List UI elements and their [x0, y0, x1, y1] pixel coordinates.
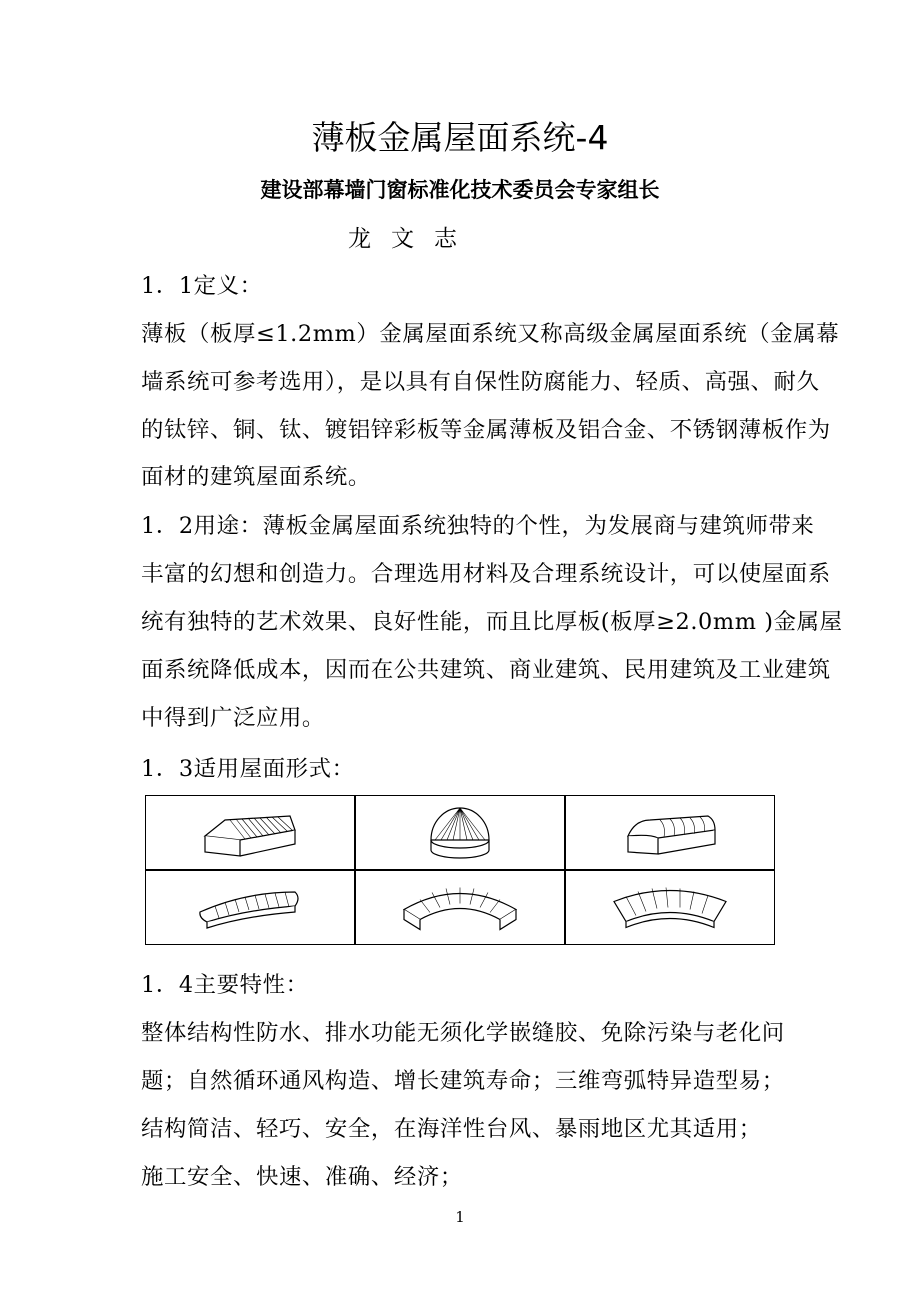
roof-form-cell	[145, 869, 355, 945]
section-heading-features: 1．4主要特性：	[141, 972, 309, 998]
paragraph-line: 整体结构性防水、排水功能无须化学嵌缝胶、免除污染与老化问	[141, 1020, 785, 1046]
paragraph-line: 统有独特的艺术效果、良好性能，而且比厚板(板厚≥2.0mm )金属屋	[141, 609, 843, 635]
dome-roof-icon	[425, 802, 495, 864]
paragraph-line: 施工安全、快速、准确、经济；	[141, 1164, 463, 1190]
section-heading-definition: 1．1定义：	[141, 273, 263, 299]
paragraph-line: 的钛锌、铜、钛、镀铝锌彩板等金属薄板及铝合金、不锈钢薄板作为	[141, 417, 831, 443]
roof-form-cell	[565, 869, 775, 945]
paragraph-line: 面系统降低成本，因而在公共建筑、商业建筑、民用建筑及工业建筑	[141, 657, 831, 683]
document-subtitle: 建设部幕墙门窗标准化技术委员会专家组长	[260, 178, 660, 202]
page-number: 1	[455, 1208, 465, 1226]
document-title: 薄板金属屋面系统-4	[311, 118, 609, 157]
paragraph-line: 墙系统可参考选用），是以具有自保性防腐能力、轻质、高强、耐久	[141, 369, 820, 395]
barrel-vault-roof-icon	[620, 808, 720, 858]
roof-forms-table	[145, 795, 773, 945]
paragraph-line: 题；自然循环通风构造、增长建筑寿命；三维弯弧特异造型易；	[141, 1068, 785, 1094]
section-heading-usage: 1．2用途：薄板金属屋面系统独特的个性，为发展商与建筑师带来	[141, 513, 815, 539]
paragraph-line: 薄板（板厚≤1.2mm）金属屋面系统又称高级金属屋面系统（金属幕	[141, 321, 840, 347]
arched-ring-roof-icon	[400, 880, 520, 935]
paragraph-line: 丰富的幻想和创造力。合理选用材料及合理系统设计，可以使屋面系	[141, 561, 831, 587]
curved-barrel-roof-icon	[195, 882, 305, 932]
gable-roof-icon	[200, 808, 300, 858]
paragraph-line: 结构简洁、轻巧、安全，在海洋性台风、暴雨地区尤其适用；	[141, 1116, 762, 1142]
paragraph-line: 中得到广泛应用。	[141, 705, 325, 731]
roof-form-cell	[565, 795, 775, 871]
section-heading-roof-forms: 1．3适用屋面形式：	[141, 756, 355, 782]
curved-fan-roof-icon	[610, 880, 730, 935]
roof-form-cell	[355, 869, 565, 945]
author-name: 龙文志	[348, 226, 477, 252]
roof-form-cell	[145, 795, 355, 871]
roof-form-cell	[355, 795, 565, 871]
paragraph-line: 面材的建筑屋面系统。	[141, 464, 371, 490]
